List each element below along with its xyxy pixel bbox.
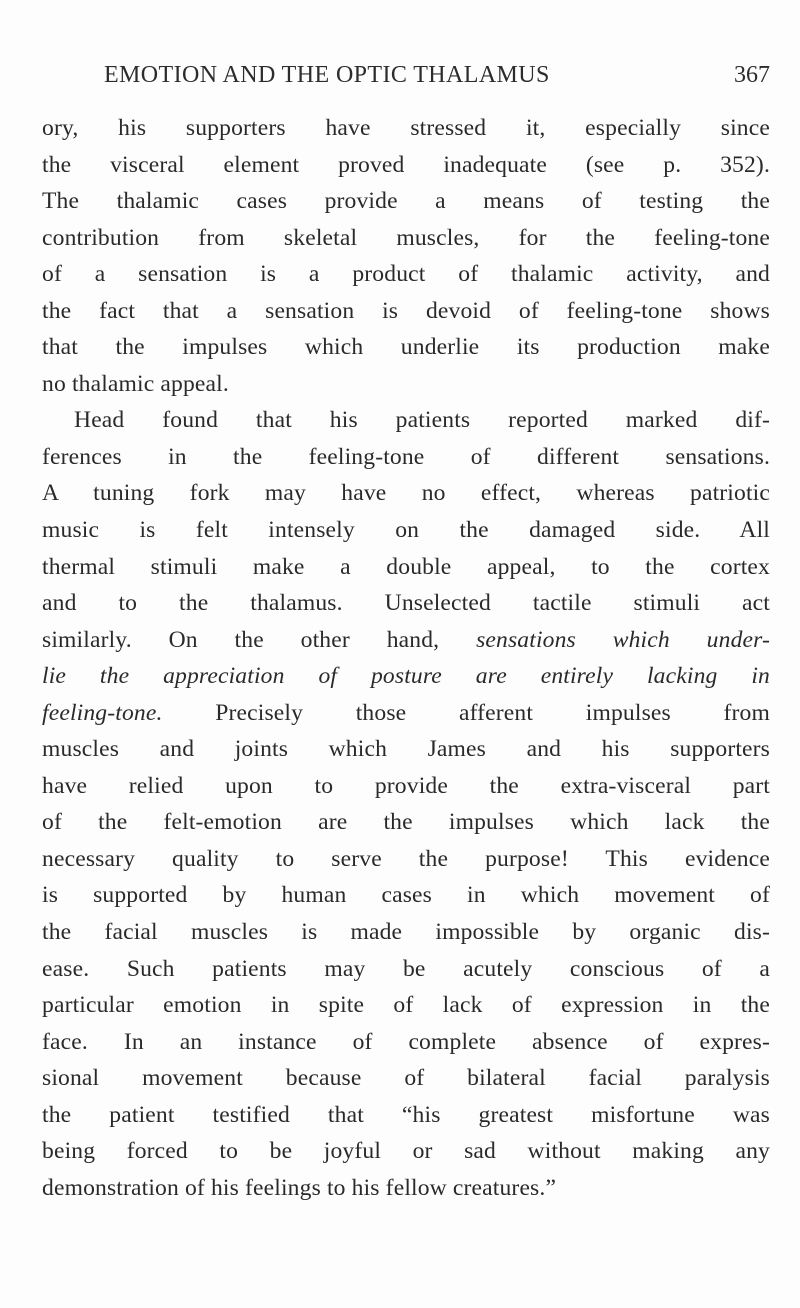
italic-text-segment: feeling-tone. (42, 699, 163, 726)
text-line: music is felt intensely on the damaged side. All (42, 517, 770, 544)
running-head (84, 62, 770, 94)
text-line: and to the thalamus. Unselected tactile stimuli act (42, 590, 770, 617)
text-line: sional movement because of bilateral facial paralysis (42, 1065, 770, 1092)
text-segment: Precisely those afferent impulses from (162, 699, 770, 726)
text-line: necessary quality to serve the purpose! This evidence (42, 845, 770, 872)
text-line (42, 695, 770, 732)
text-line (42, 622, 770, 659)
text-line: no thalamic appeal. (42, 370, 229, 397)
text-line: the visceral element proved inadequate (see p. 352). (42, 151, 770, 178)
text-line: the patient testified that “his greatest misfortune was (42, 1101, 770, 1128)
text-line: face. In an instance of complete absence of expres- (42, 1028, 770, 1055)
text-line: A tuning fork may have no effect, whereas patriotic (42, 480, 770, 507)
text-line: of a sensation is a product of thalamic activity, and (42, 261, 770, 288)
text-line: being forced to be joyful or sad without making any (42, 1138, 770, 1165)
text-line: contribution from skeletal muscles, for the feeling-tone (42, 224, 770, 251)
page-number: 367 (734, 62, 770, 88)
text-line: thermal stimuli make a double appeal, to the cortex (42, 553, 770, 580)
italic-text-line: lie the appreciation of posture are entirely lacking in (42, 663, 770, 690)
text-line: the fact that a sensation is devoid of feeling-tone shows (42, 297, 770, 324)
text-line: is supported by human cases in which movement of (42, 882, 770, 909)
italic-text-segment: sensations which under- (476, 626, 770, 653)
text-line: ory, his supporters have stressed it, especially since (42, 115, 770, 141)
text-line: ease. Such patients may be acutely conscious of a (42, 955, 770, 982)
text-line: particular emotion in spite of lack of expression in the (42, 992, 770, 1019)
text-line: muscles and joints which James and his supporters (42, 736, 770, 763)
text-line: the facial muscles is made impossible by organic dis- (42, 919, 770, 946)
text-segment: similarly. On the other hand, (42, 626, 477, 653)
text-line: The thalamic cases provide a means of testing the (42, 188, 770, 215)
text-line: ferences in the feeling-tone of different sensations. (42, 443, 770, 470)
text-line: demonstration of his feelings to his fellow creatures.” (42, 1174, 557, 1201)
text-line: have relied upon to provide the extra-visceral part (42, 772, 770, 799)
body-text (42, 110, 770, 1206)
running-title: EMOTION AND THE OPTIC THALAMUS (104, 62, 550, 88)
text-line: Head found that his patients reported marked dif- (74, 407, 770, 434)
text-line: of the felt-emotion are the impulses which lack the (42, 809, 770, 836)
text-line: that the impulses which underlie its production make (42, 334, 770, 361)
